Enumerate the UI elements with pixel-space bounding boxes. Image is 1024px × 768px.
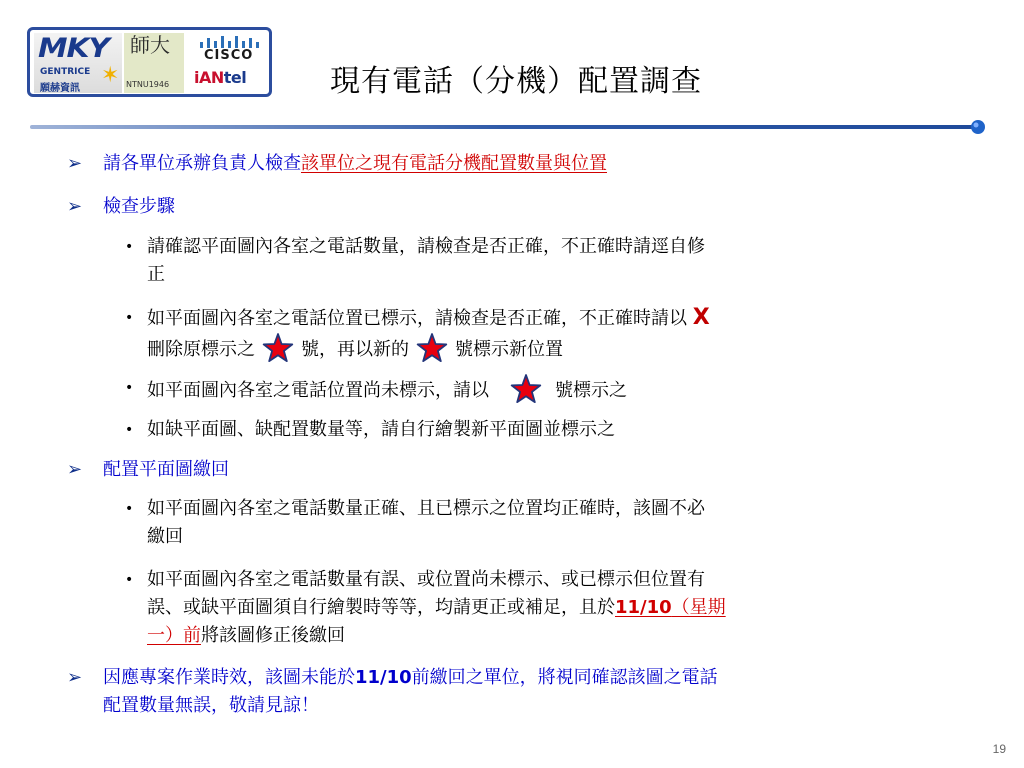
deadline-weekday: （星期	[671, 597, 726, 618]
item-text: 檢查步驟	[103, 196, 175, 217]
sub-item-text	[147, 374, 947, 405]
sub-item-segment: 將該圖修正後繳回	[201, 625, 345, 646]
sub-item-segment: 如平面圖內各室之電話位置已標示，請檢查是否正確，不正確時請以	[147, 308, 687, 329]
deadline-date: 11/10	[615, 597, 672, 618]
ntnu-logo-sub: NTNU1946	[126, 80, 170, 89]
mky-logo-sub: GENTRICE	[40, 67, 91, 77]
sub-item-segment: 如平面圖內各室之電話位置尚未標示，請以	[147, 380, 489, 401]
arrow-bullet-icon: ➢	[67, 459, 83, 480]
sub-item-line: 如平面圖內各室之電話數量正確、且已標示之位置均正確時，該圖不必	[147, 498, 705, 519]
ntnu-logo-cn: 師大	[130, 33, 170, 57]
cisco-wordmark: CISCO	[204, 48, 254, 63]
sub-item-line: 繳回	[147, 526, 183, 547]
sub-item-segment: 號標示新位置	[455, 339, 563, 360]
mky-star-icon: ✶	[101, 63, 120, 88]
red-star-icon	[509, 374, 543, 404]
page-title: 現有電話（分機）配置調查	[330, 64, 702, 99]
page-number: 19	[992, 742, 1006, 756]
dot-bullet-icon: •	[125, 310, 134, 326]
item-text-lead: 請各單位承辦負責人檢查	[103, 153, 301, 174]
sub-item-line	[147, 333, 947, 364]
arrow-bullet-icon: ➢	[67, 667, 83, 688]
sub-item-segment: 號，再以新的	[301, 339, 409, 360]
dot-bullet-icon: •	[125, 572, 134, 588]
deadline-weekday-end: 一）前	[147, 625, 201, 646]
sub-item-segment: 刪除原標示之	[147, 339, 255, 360]
red-star-icon	[261, 333, 295, 363]
sub-item-text	[147, 233, 947, 289]
iantel-main: iAN	[194, 68, 224, 87]
mky-logo-cn: 願赫資訊	[40, 83, 80, 94]
sub-item-text: 如缺平面圖、缺配置數量等，請自行繪製新平面圖並標示之	[147, 419, 615, 440]
x-mark: X	[692, 305, 710, 330]
item-text	[103, 150, 963, 178]
sub-item-segment: 誤、或缺平面圖須自行繪製時等等，均請更正或補足，且於	[147, 597, 615, 618]
iantel-tail: tel	[223, 68, 247, 87]
sub-item-line	[147, 622, 947, 650]
sub-item-text	[147, 566, 947, 650]
sub-item-line: 請確認平面圖內各室之電話數量，請檢查是否正確，不正確時請逕自修	[147, 236, 705, 257]
item-text: 配置平面圖繳回	[103, 459, 229, 480]
sub-item-line	[147, 304, 947, 333]
sub-item-line: 正	[147, 264, 165, 285]
item-segment: 前繳回之單位，將視同確認該圖之電話	[411, 667, 718, 688]
arrow-bullet-icon: ➢	[67, 196, 83, 217]
red-star-icon	[415, 333, 449, 363]
mky-logo-letters: MKY	[38, 33, 109, 64]
item-segment: 因應專案作業時效，該圖未能於	[103, 667, 355, 688]
dot-bullet-icon: •	[125, 501, 134, 517]
arrow-bullet-icon: ➢	[67, 153, 83, 174]
dot-bullet-icon: •	[125, 239, 134, 255]
item-line	[103, 664, 963, 692]
dot-bullet-icon: •	[125, 380, 134, 396]
sub-item-text	[147, 495, 947, 551]
sub-item-text	[147, 304, 947, 364]
sub-item-line	[147, 594, 947, 622]
item-text-highlight: 該單位之現有電話分機配置數量與位置	[301, 153, 607, 174]
sub-item-line: 如平面圖內各室之電話數量有誤、或位置尚未標示、或已標示但位置有	[147, 569, 705, 590]
item-line: 配置數量無誤，敬請見諒！	[103, 695, 319, 716]
sub-item-segment: 號標示之	[555, 380, 627, 401]
sub-item-line	[147, 374, 947, 405]
dot-bullet-icon: •	[125, 422, 134, 438]
deadline-date: 11/10	[355, 667, 412, 688]
item-text	[103, 664, 963, 720]
